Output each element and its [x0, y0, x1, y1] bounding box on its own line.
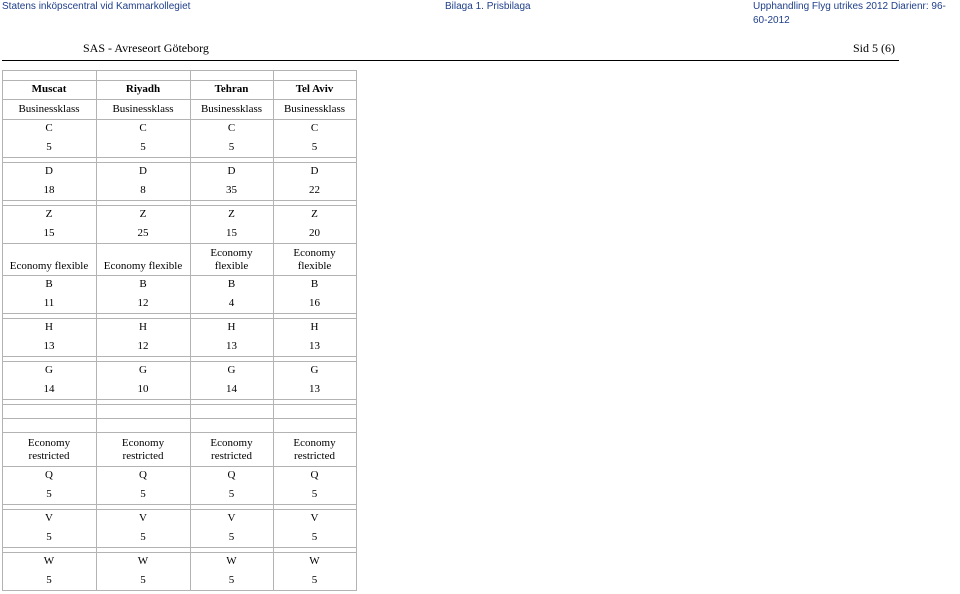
- table-cell-blocks-values: 5: [228, 141, 235, 153]
- table-cell-economy-restricted: [2, 437, 96, 463]
- table-cell-economy-flexible: Economy flexible: [103, 260, 183, 272]
- table-cell-blocks-code: C: [310, 122, 319, 134]
- cell-line: Economy: [293, 247, 336, 259]
- table-cell-blocks3-code: W: [43, 555, 55, 567]
- table-cell-economy-restricted: [190, 437, 273, 463]
- table-cell-blocks-values: 15: [226, 227, 237, 239]
- table-cell-blocks3-code: W: [309, 555, 320, 567]
- cell-line: Economy: [121, 437, 165, 449]
- grid-row-line: [2, 318, 356, 319]
- table-cell-economy-flexible: [190, 247, 273, 273]
- table-cell-blocks-code: C: [139, 122, 147, 134]
- table-cell-cities: Riyadh: [125, 83, 161, 95]
- table-cell-blocks-code: Z: [139, 208, 147, 220]
- table-cell-blocks3-values: 5: [46, 531, 52, 543]
- grid-row-line: [2, 157, 356, 158]
- table-cell-cities: Tehran: [214, 83, 249, 95]
- table-cell-blocks3-code: Q: [139, 469, 147, 481]
- table-cell-blocks3-values: 5: [311, 574, 318, 586]
- cell-line: Economy: [27, 437, 71, 449]
- table-cell-economy-flexible: [273, 247, 356, 273]
- grid-row-line: [2, 205, 356, 206]
- table-cell-economy-flexible: Economy flexible: [9, 260, 89, 272]
- grid-row-line: [2, 99, 356, 100]
- table-cell-blocks3-values: 5: [46, 574, 52, 586]
- header-left: Statens inköpscentral vid Kammarkollegiet: [2, 1, 191, 12]
- table-cell-blocks-code: D: [227, 165, 236, 177]
- table-cell-blocks3-values: 5: [140, 574, 146, 586]
- table-cell-blocks-code: D: [139, 165, 147, 177]
- table-cell-blocks3-values: 5: [140, 531, 146, 543]
- table-cell-blocks2-code: H: [139, 321, 147, 333]
- table-cell-blocks2-values: 13: [309, 340, 320, 352]
- table-cell-blocks3-code: V: [45, 512, 53, 524]
- table-cell-blocks2-code: H: [310, 321, 319, 333]
- grid-row-line: [2, 552, 356, 553]
- table-cell-blocks-code: D: [310, 165, 319, 177]
- table-cell-blocks-code: Z: [228, 208, 235, 220]
- grid-row-line: [2, 80, 356, 81]
- grid-row-line: [2, 590, 356, 591]
- table-cell-blocks3-values: 5: [140, 488, 146, 500]
- table-cell-blocks-code: C: [227, 122, 236, 134]
- table-cell-blocks2-code: H: [227, 321, 236, 333]
- table-cell-blocks2-code: G: [310, 364, 319, 376]
- table-cell-blocks3-values: 5: [228, 531, 235, 543]
- table-cell-blocks3-values: 5: [311, 488, 318, 500]
- table-cell-blocks3-values: 5: [228, 574, 235, 586]
- cell-line: flexible: [214, 260, 249, 272]
- grid-row-line: [2, 200, 356, 201]
- table-cell-blocks3-code: V: [310, 512, 319, 524]
- table-cell-blocks2-code: B: [310, 278, 319, 290]
- table-cell-blocks2-values: 11: [43, 297, 55, 309]
- cell-line: Economy: [293, 437, 336, 449]
- grid-row-line: [2, 356, 356, 357]
- table-cell-blocks-code: D: [45, 165, 53, 177]
- table-cell-blocks2-values: 14: [43, 383, 55, 395]
- grid-column-line: [356, 70, 357, 591]
- table-cell-blocks2-values: 12: [137, 297, 149, 309]
- cell-line: restricted: [122, 450, 164, 462]
- cell-line: restricted: [28, 450, 70, 462]
- header-right: Upphandling Flyg utrikes 2012 Diarienr: 96-60-2012: [753, 1, 946, 26]
- table-cell-blocks-values: 5: [46, 141, 52, 153]
- grid-row-line: [2, 432, 356, 433]
- table-cell-blocks2-values: 4: [228, 297, 235, 309]
- table-cell-service: Businessklass: [283, 103, 346, 115]
- grid-row-line: [2, 313, 356, 314]
- cell-line: Economy: [210, 437, 253, 449]
- table-cell-blocks3-values: 5: [228, 488, 235, 500]
- table-cell-blocks2-values: 13: [226, 340, 237, 352]
- table-cell-economy-restricted: [96, 437, 190, 463]
- table-cell-cities: Muscat: [31, 83, 67, 95]
- table-cell-blocks-values: 20: [309, 227, 320, 239]
- table-cell-blocks2-values: 12: [137, 340, 149, 352]
- cell-line: Economy: [210, 247, 253, 259]
- table-cell-blocks3-values: 5: [46, 488, 52, 500]
- table-cell-blocks2-values: 13: [309, 383, 320, 395]
- table-cell-blocks3-values: 5: [311, 531, 318, 543]
- page-number: Sid 5 (6): [853, 41, 895, 55]
- table-cell-economy-restricted: [273, 437, 356, 463]
- grid-row-line: [2, 418, 356, 419]
- table-cell-blocks3-code: Q: [227, 469, 236, 481]
- table-cell-blocks-values: 5: [140, 141, 146, 153]
- cell-line: restricted: [211, 450, 252, 462]
- header-middle: Bilaga 1. Prisbilaga: [445, 1, 531, 12]
- table-cell-blocks-code: Z: [311, 208, 318, 220]
- table-cell-blocks3-code: V: [227, 512, 236, 524]
- grid-row-line: [2, 119, 356, 120]
- table-cell-blocks3-code: V: [139, 512, 147, 524]
- table-cell-blocks-values: 5: [311, 141, 318, 153]
- table-cell-blocks2-code: B: [45, 278, 53, 290]
- table-cell-blocks2-code: B: [227, 278, 236, 290]
- table-cell-blocks2-values: 10: [137, 383, 149, 395]
- table-cell-blocks2-values: 16: [309, 297, 320, 309]
- table-cell-blocks3-code: W: [226, 555, 237, 567]
- grid-row-line: [2, 466, 356, 467]
- table-cell-blocks-code: Z: [45, 208, 53, 220]
- table-cell-blocks-values: 25: [137, 227, 149, 239]
- table-cell-cities: Tel Aviv: [295, 83, 334, 95]
- grid-row-line: [2, 275, 356, 276]
- grid-row-line: [2, 547, 356, 548]
- table-cell-blocks-values: 22: [309, 184, 320, 196]
- table-cell-blocks2-code: G: [45, 364, 53, 376]
- grid-row-line: [2, 509, 356, 510]
- table-cell-blocks3-code: Q: [310, 469, 319, 481]
- table-cell-blocks2-code: B: [139, 278, 147, 290]
- cell-line: flexible: [297, 260, 332, 272]
- table-cell-service: Businessklass: [18, 103, 80, 115]
- table-cell-blocks-values: 18: [43, 184, 55, 196]
- table-cell-blocks-code: C: [45, 122, 53, 134]
- table-cell-blocks2-code: H: [45, 321, 53, 333]
- table-cell-blocks-values: 8: [140, 184, 146, 196]
- grid-row-line: [2, 404, 356, 405]
- grid-row-line: [2, 243, 356, 244]
- table-cell-blocks2-code: G: [227, 364, 236, 376]
- table-cell-blocks2-values: 13: [43, 340, 55, 352]
- grid-row-line: [2, 70, 356, 71]
- table-cell-blocks-values: 15: [43, 227, 55, 239]
- document-title: SAS - Avreseort Göteborg: [83, 41, 209, 55]
- table-cell-blocks2-values: 14: [226, 383, 237, 395]
- table-cell-service: Businessklass: [200, 103, 263, 115]
- cell-line: restricted: [294, 450, 335, 462]
- grid-row-line: [2, 399, 356, 400]
- table-cell-blocks3-code: Q: [45, 469, 53, 481]
- grid-row-line: [2, 504, 356, 505]
- grid-row-line: [2, 162, 356, 163]
- table-cell-service: Businessklass: [112, 103, 174, 115]
- table-cell-blocks2-code: G: [139, 364, 147, 376]
- table-cell-blocks3-code: W: [137, 555, 149, 567]
- table-cell-blocks-values: 35: [226, 184, 237, 196]
- grid-row-line: [2, 361, 356, 362]
